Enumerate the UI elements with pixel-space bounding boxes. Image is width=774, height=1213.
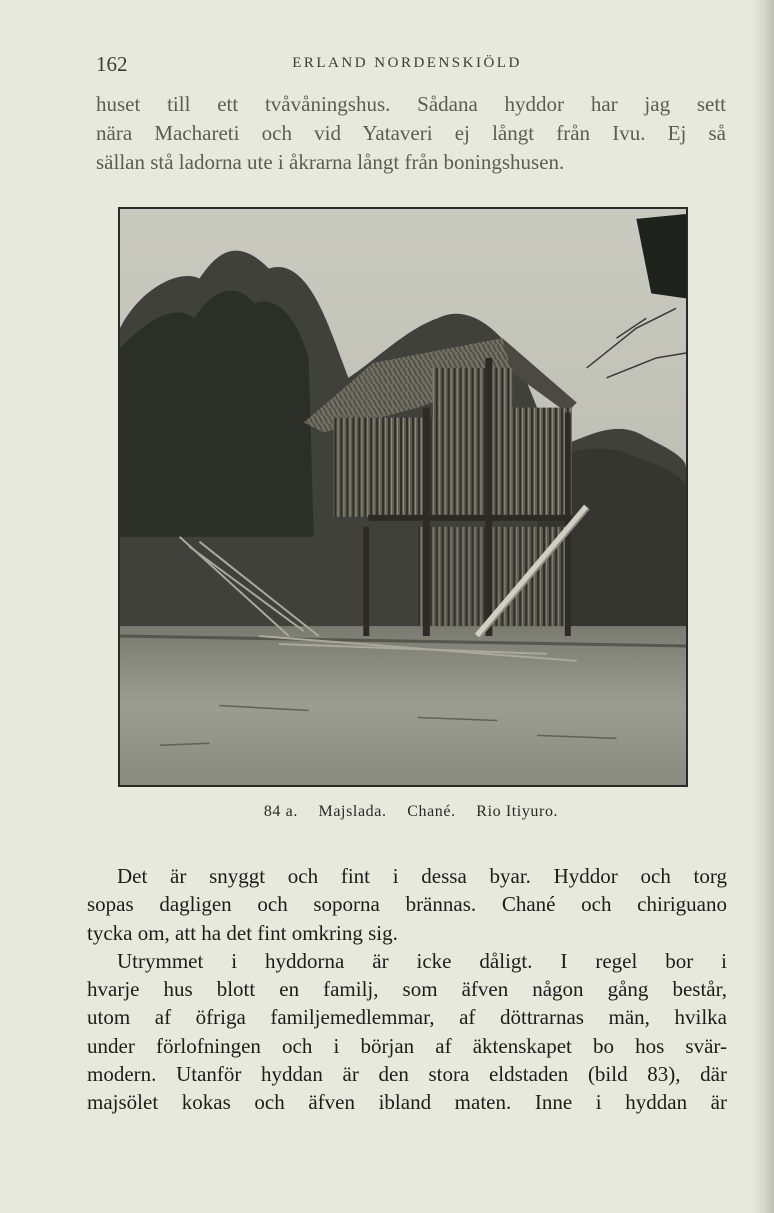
running-head [96,52,718,80]
caption-place: Rio Itiyuro. [476,803,559,820]
text-line: Det är snyggt och fint i dessa byar. Hyddor och torg [117,864,727,888]
caption-number: 84 a. [263,803,298,820]
caption-people: Chané. [407,803,456,820]
text-line: majsölet kokas och äfven ibland maten. Inne i hyddan är [87,1090,727,1115]
figure-photograph [118,207,688,787]
top-paragraph [96,90,726,177]
text-line: utom af öfriga familjemedlemmar, af döttrarnas män, hvilka [87,1005,727,1030]
text-line: huset till ett tvåvåningshus. Sådana hyddor har jag sett [96,92,726,116]
text-line: sopas dagligen och soporna brännas. Chané och chiriguano [87,892,727,917]
text-line: nära Machareti och vid Yataveri ej långt från Ivu. Ej så [96,121,726,145]
page-edge-shadow [752,0,774,1213]
text-line: tycka om, att ha det fint omkring sig. [87,920,398,945]
figure-caption [96,803,726,821]
text-line: under förlofningen och i början af äktenskapet bo hos svär- [87,1033,727,1058]
caption-title: Majslada. [318,803,387,820]
running-title: ERLAND NORDENSKIÖLD [292,55,522,71]
text-line: hvarje hus blott en familj, som äfven någon gång består, [87,977,727,1002]
corn-crib-photo [120,209,686,785]
text-line: Utrymmet i hyddorna är icke dåligt. I regel bor i [117,948,727,973]
body-paragraph [87,862,727,1117]
text-line: modern. Utanför hyddan är den stora eldstaden (bild 83), där [87,1062,727,1087]
page-number: 162 [96,52,128,76]
text-line: sällan stå ladorna ute i åkrarna långt från boningshusen. [96,150,565,174]
